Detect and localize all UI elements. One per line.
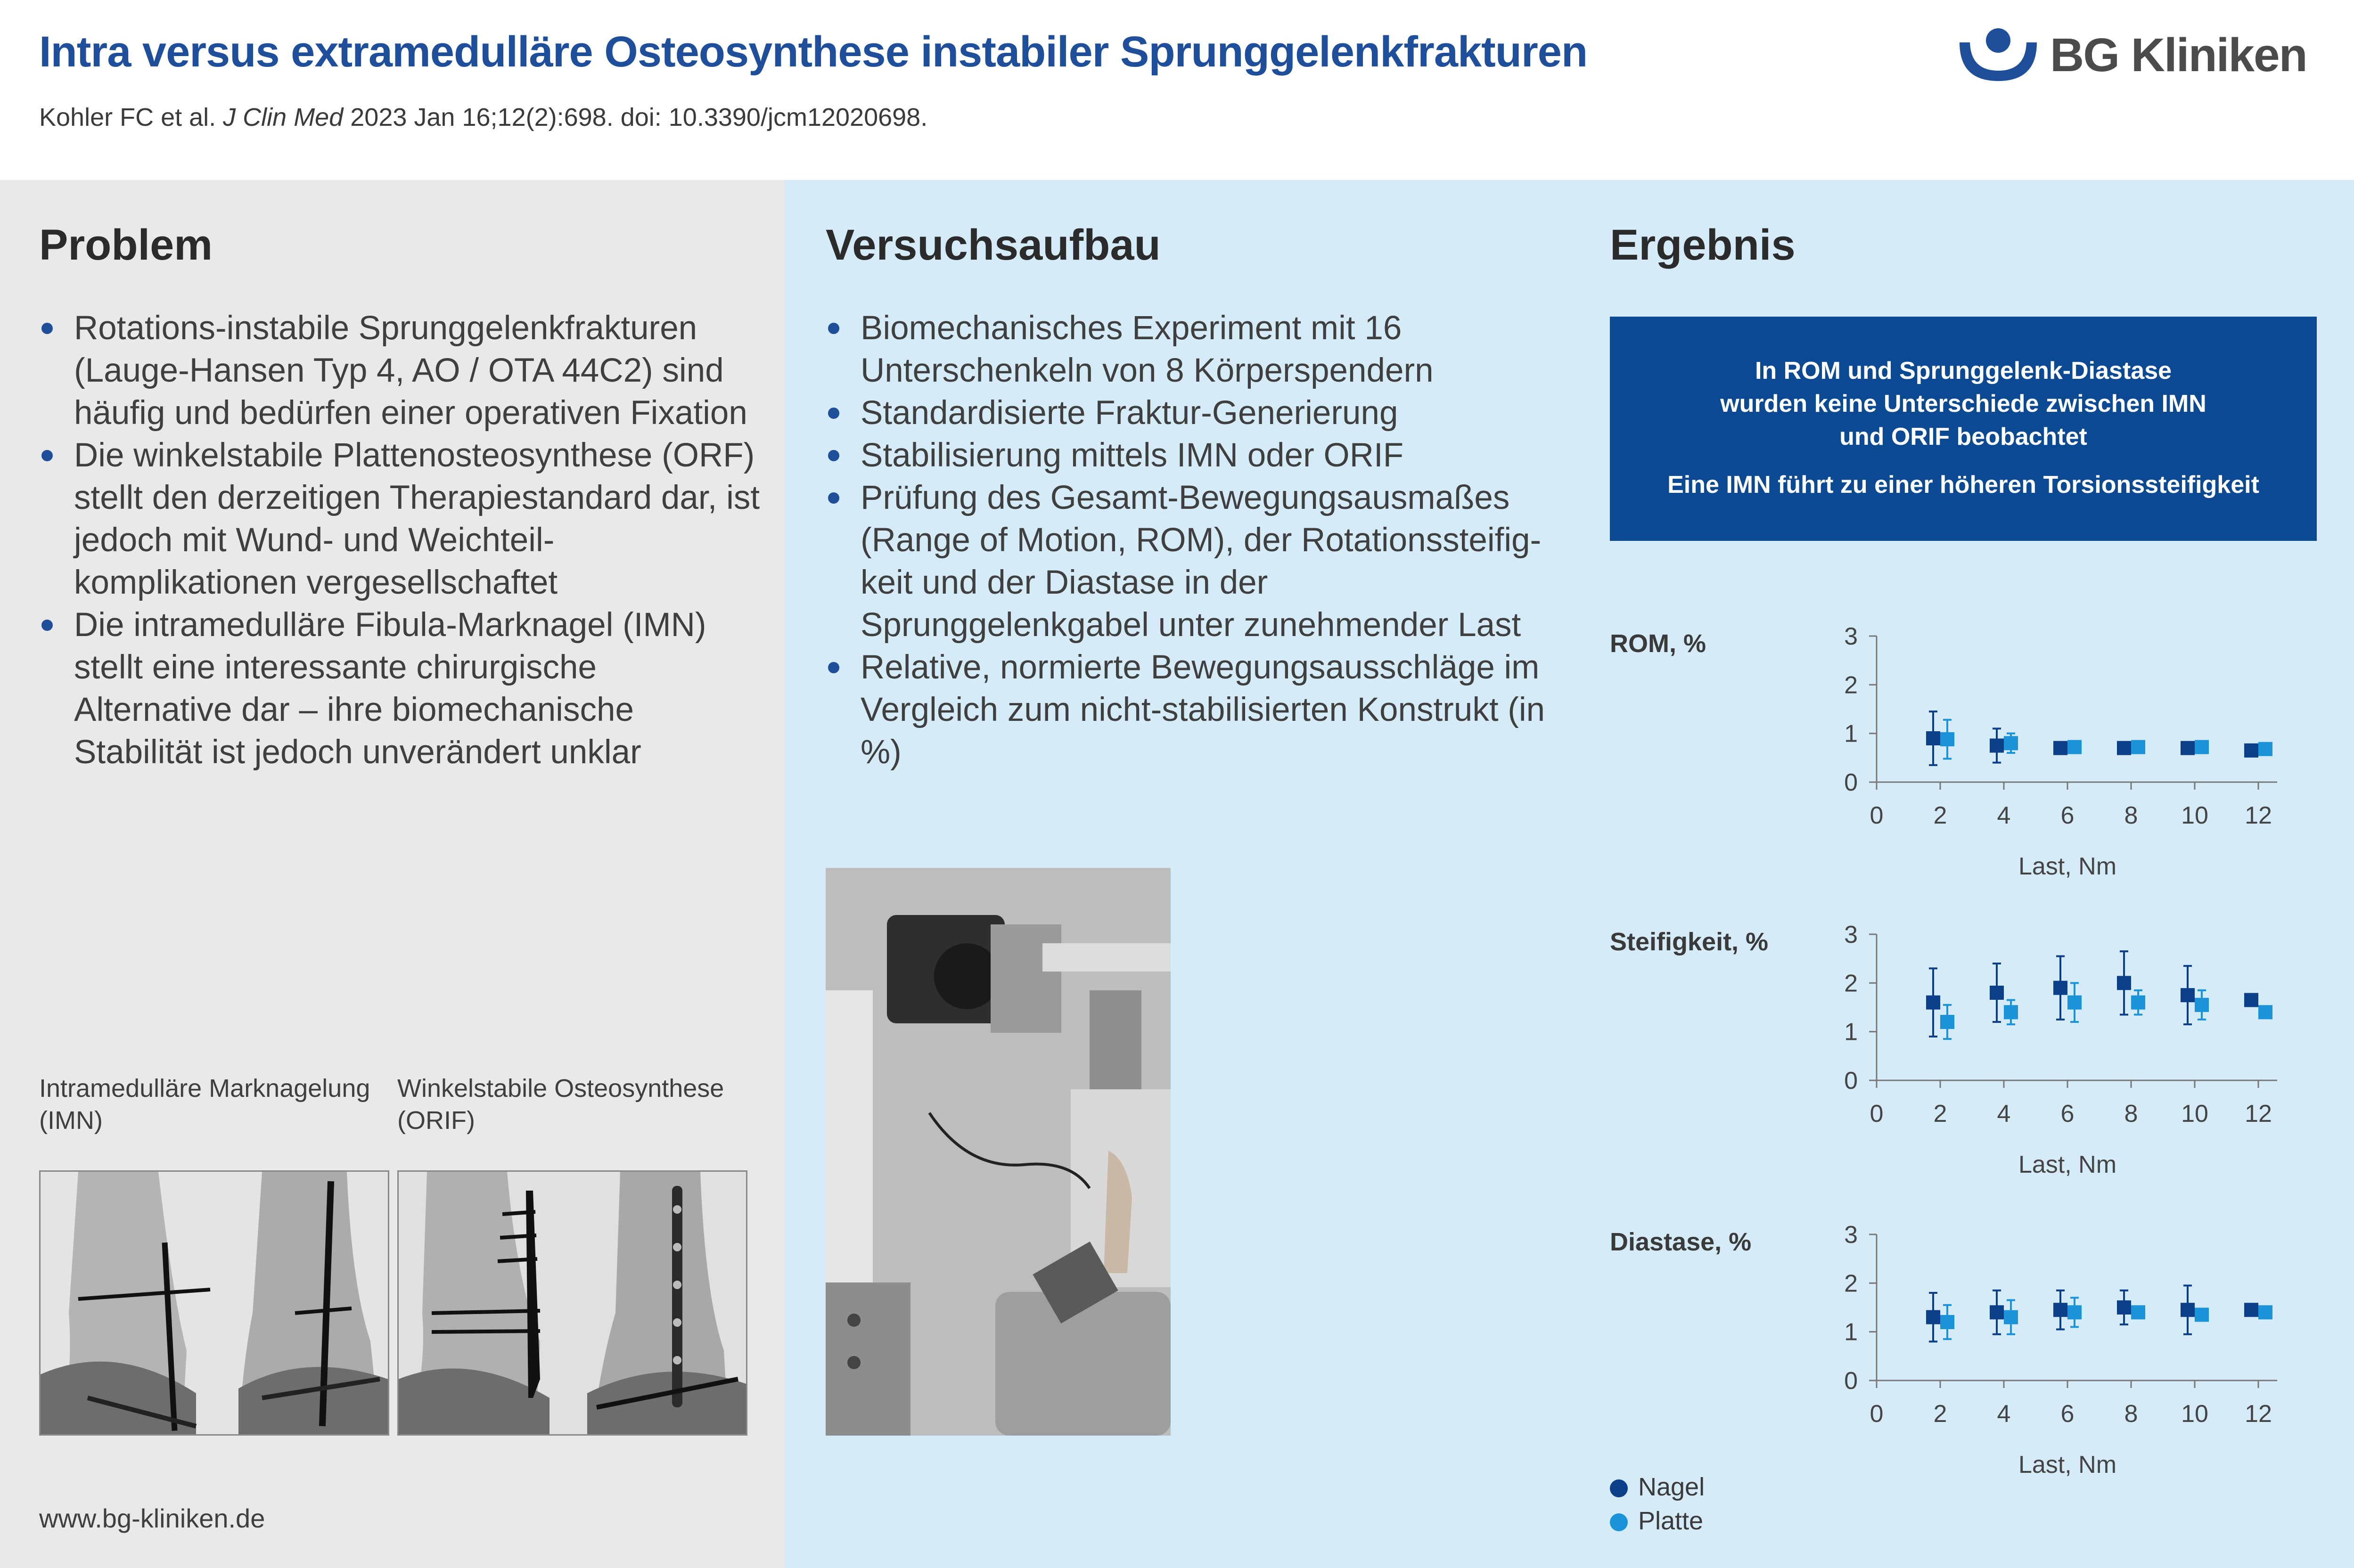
data-point-nagel: [2244, 993, 2258, 1007]
y-tick-label: 0: [1844, 1067, 1858, 1094]
page-header: [0, 0, 2354, 180]
y-tick-label: 1: [1844, 1318, 1858, 1346]
y-tick-label: 3: [1844, 925, 1858, 948]
citation: [39, 103, 927, 132]
data-point-nagel: [2117, 1300, 2131, 1315]
data-point-nagel: [2117, 741, 2131, 755]
data-point-nagel: [2244, 743, 2258, 758]
setup-bullet: Biomechanisches Experiment mit 16 Unterschenkeln von 8 Körperspendern: [826, 307, 1561, 392]
x-tick-label: 8: [2124, 1400, 2138, 1428]
x-tick-label: 8: [2124, 1100, 2138, 1127]
result-heading: Ergebnis: [1610, 221, 1796, 269]
data-point-platte: [2131, 996, 2145, 1010]
x-tick-label: 12: [2245, 802, 2272, 829]
data-point-platte: [2067, 740, 2082, 754]
x-tick-label: 0: [1870, 1100, 1884, 1127]
x-tick-label: 6: [2060, 1100, 2075, 1127]
data-point-nagel: [2244, 1303, 2258, 1317]
data-point-platte: [2004, 736, 2018, 750]
chart-legend: [1610, 1470, 1705, 1538]
setup-heading: Versuchsaufbau: [826, 221, 1161, 269]
chart-stiffness-title: Steifigkeit, %: [1610, 928, 1769, 956]
problem-bullet: Die intramedulläre Fibula-Marknagel (IMN) stellt eine interessante chirurgische Alternative dar – ihre biomechanische Stabilität ist jedoch unverändert unklar: [39, 604, 760, 774]
data-point-nagel: [1926, 731, 1940, 745]
y-tick-label: 2: [1844, 1270, 1858, 1298]
data-point-platte: [2195, 740, 2209, 754]
x-tick-label: 10: [2181, 1100, 2208, 1127]
x-tick-label: 6: [2060, 1400, 2075, 1428]
website-link[interactable]: www.bg-kliniken.de: [39, 1503, 265, 1533]
y-tick-label: 1: [1844, 1018, 1858, 1046]
xray-orif-drawing: [399, 1172, 746, 1434]
x-tick-label: 8: [2124, 802, 2138, 829]
legend-label: Platte: [1638, 1507, 1704, 1535]
xray-imn-image: [39, 1170, 389, 1436]
data-point-platte: [2067, 1305, 2082, 1319]
x-axis-label: Last, Nm: [2018, 853, 2117, 880]
data-point-platte: [2131, 1305, 2145, 1319]
y-tick-label: 2: [1844, 970, 1858, 997]
logo-text: BG Kliniken: [2050, 29, 2307, 82]
logo-mark-icon: [1956, 24, 2041, 85]
problem-bullet: Die winkelstabile Plattenosteosynthese (ORF) stellt den derzeitigen Therapiestandard dar, ist jedoch mit Wund- und Weichteil-komplikationen vergesellschaftet: [39, 434, 760, 604]
data-point-nagel: [2181, 1303, 2195, 1317]
data-point-nagel: [2053, 981, 2067, 995]
legend-item-nagel: [1610, 1470, 1705, 1504]
chart-rom: [1791, 627, 2323, 890]
result-conclusion-line: Eine IMN führt zu einer höheren Torsionssteifigkeit: [1667, 471, 2259, 498]
data-point-nagel: [1990, 739, 2004, 753]
data-point-platte: [2258, 1005, 2272, 1019]
result-summary-line: In ROM und Sprunggelenk-Diastase: [1755, 357, 2172, 384]
legend-dot-nagel-icon: [1610, 1479, 1628, 1497]
x-tick-label: 10: [2181, 802, 2208, 829]
data-point-platte: [2258, 1305, 2272, 1319]
data-point-nagel: [2181, 741, 2195, 755]
y-tick-label: 3: [1844, 1225, 1858, 1249]
data-point-platte: [2195, 1308, 2209, 1322]
y-tick-label: 2: [1844, 671, 1858, 699]
xray-imn-drawing: [41, 1172, 388, 1434]
setup-bullet: Standardisierte Fraktur-Generierung: [826, 392, 1561, 434]
setup-bullet-list: [826, 307, 1561, 774]
setup-bullet: Stabilisierung mittels IMN oder ORIF: [826, 434, 1561, 477]
data-point-platte: [2131, 740, 2145, 754]
data-point-nagel: [2117, 976, 2131, 990]
x-tick-label: 0: [1870, 802, 1884, 829]
y-tick-label: 0: [1844, 769, 1858, 796]
data-point-nagel: [1926, 1310, 1940, 1324]
data-point-platte: [2067, 996, 2082, 1010]
result-summary-line: wurden keine Unterschiede zwischen IMN: [1720, 390, 2206, 417]
x-tick-label: 2: [1933, 1100, 1947, 1127]
chart-stiffness: [1791, 925, 2323, 1189]
data-point-platte: [2004, 1005, 2018, 1019]
bg-kliniken-logo[interactable]: [1956, 24, 2323, 85]
chart-diastasis-title: Diastase, %: [1610, 1228, 1752, 1256]
citation-details: 2023 Jan 16;12(2):698. doi: 10.3390/jcm12020698.: [350, 103, 928, 131]
data-point-platte: [2004, 1310, 2018, 1324]
data-point-nagel: [1990, 986, 2004, 1000]
caption-orif: Winkelstabile Osteosynthese (ORIF): [397, 1074, 724, 1135]
data-point-nagel: [2053, 1303, 2067, 1317]
x-tick-label: 4: [1997, 1100, 2011, 1127]
result-summary-box: [1610, 317, 2317, 541]
x-tick-label: 4: [1997, 802, 2011, 829]
problem-bullet-list: [39, 307, 760, 774]
x-axis-label: Last, Nm: [2018, 1451, 2117, 1478]
data-point-platte: [2258, 742, 2272, 756]
x-tick-label: 2: [1933, 1400, 1947, 1428]
caption-imn: Intramedulläre Marknagelung (IMN): [39, 1074, 370, 1135]
problem-bullet: Rotations-instabile Sprunggelenkfrakturen (Lauge-Hansen Typ 4, AO / OTA 44C2) sind häufig und bedürfen einer operativen Fixation: [39, 307, 760, 434]
data-point-platte: [1940, 732, 1954, 746]
result-summary-line: und ORIF beobachtet: [1839, 423, 2087, 450]
citation-authors: Kohler FC et al.: [39, 103, 216, 131]
setup-bullet: Relative, normierte Bewegungsausschläge im Vergleich zum nicht-stabilisierten Konstrukt (in %): [826, 646, 1561, 774]
y-tick-label: 0: [1844, 1367, 1858, 1395]
xray-orif-image: [397, 1170, 747, 1436]
chart-rom-title: ROM, %: [1610, 629, 1706, 658]
x-tick-label: 4: [1997, 1400, 2011, 1428]
problem-heading: Problem: [39, 221, 213, 269]
x-tick-label: 12: [2245, 1400, 2272, 1428]
experiment-setup-photo: [826, 868, 1171, 1436]
data-point-platte: [1940, 1015, 1954, 1029]
citation-journal: J Clin Med: [223, 103, 344, 131]
setup-bullet: Prüfung des Gesamt-Bewegungsausmaßes (Range of Motion, ROM), der Rotationssteifig-keit und der Diastase in der Sprunggelenkgabel unter zunehmender Last: [826, 477, 1561, 646]
legend-dot-platte-icon: [1610, 1513, 1628, 1531]
legend-item-platte: [1610, 1504, 1705, 1538]
x-axis-label: Last, Nm: [2018, 1151, 2117, 1178]
x-tick-label: 6: [2060, 802, 2075, 829]
data-point-platte: [1940, 1315, 1954, 1329]
x-tick-label: 2: [1933, 802, 1947, 829]
data-point-nagel: [2181, 988, 2195, 1002]
x-tick-label: 0: [1870, 1400, 1884, 1428]
data-point-nagel: [1990, 1305, 2004, 1319]
result-summary-paragraph: [1610, 354, 2317, 453]
data-point-nagel: [1926, 996, 1940, 1010]
y-tick-label: 3: [1844, 627, 1858, 650]
legend-label: Nagel: [1638, 1473, 1705, 1501]
experiment-setup-drawing: [826, 868, 1171, 1436]
chart-diastasis: [1791, 1225, 2323, 1489]
x-tick-label: 10: [2181, 1400, 2208, 1428]
data-point-platte: [2195, 998, 2209, 1012]
x-tick-label: 12: [2245, 1100, 2272, 1127]
data-point-nagel: [2053, 741, 2067, 755]
page-title: Intra versus extramedulläre Osteosynthese instabiler Sprunggelenkfrakturen: [39, 28, 1588, 76]
y-tick-label: 1: [1844, 720, 1858, 748]
